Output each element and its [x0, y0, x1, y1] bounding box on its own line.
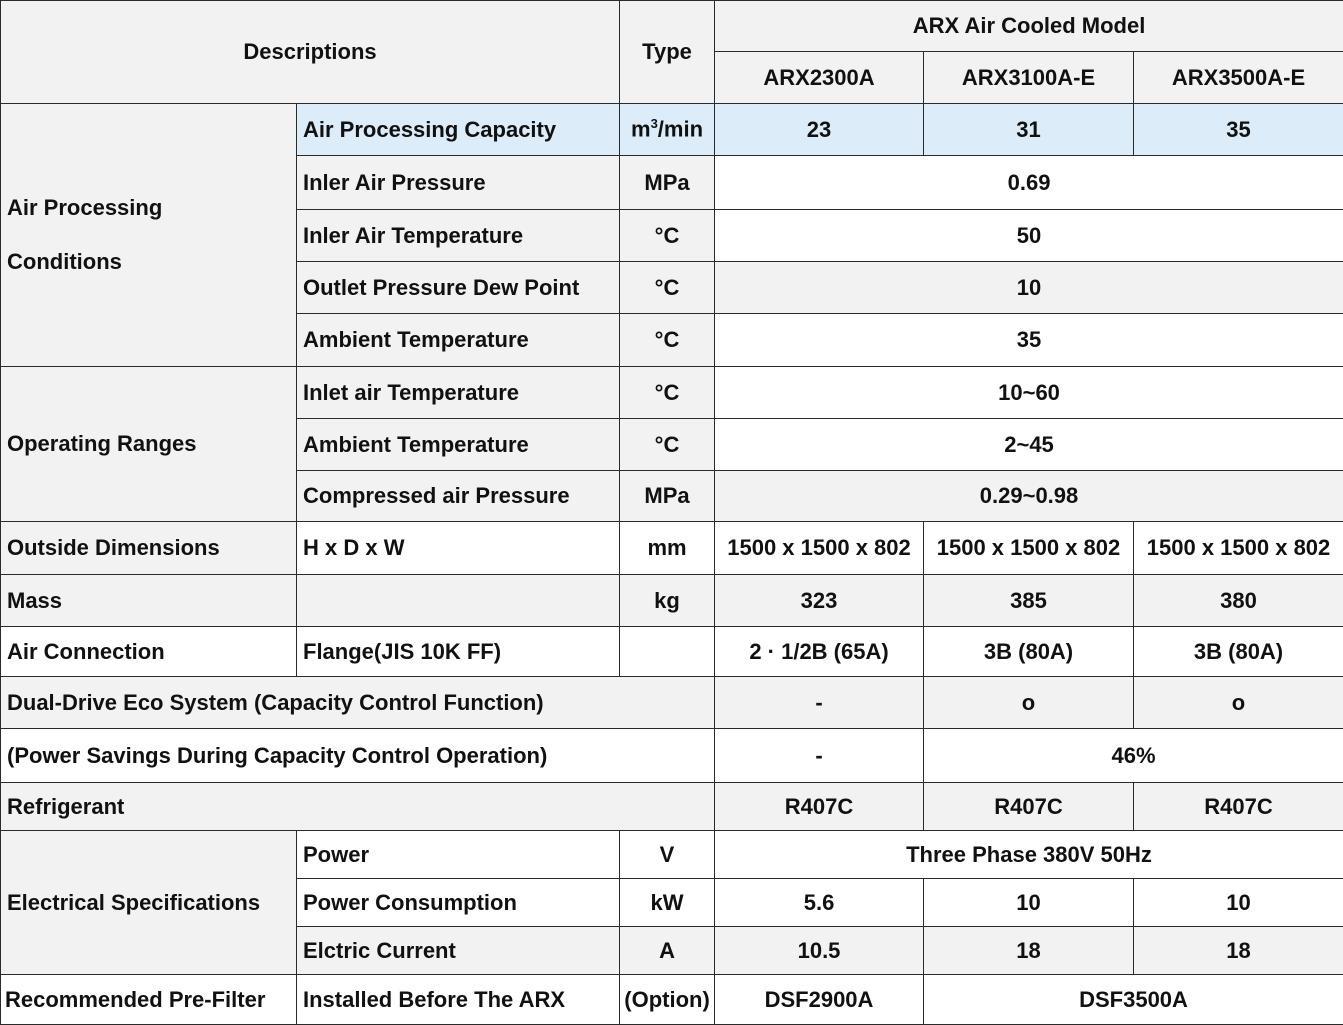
category-electrical-specifications: Electrical Specifications	[1, 831, 297, 975]
unit-pre-filter-option: (Option)	[620, 975, 715, 1025]
category-mass: Mass	[1, 575, 297, 627]
value-connection-arx3500a-e: 3B (80A)	[1134, 627, 1343, 677]
unit-power: V	[620, 831, 715, 879]
label-compressed-air-pressure: Compressed air Pressure	[297, 471, 620, 522]
value-dimensions-arx3100a-e: 1500 x 1500 x 802	[924, 522, 1134, 575]
value-inlet-air-pressure: 0.69	[715, 156, 1343, 210]
label-inlet-air-pressure: Inler Air Pressure	[297, 156, 620, 210]
value-outlet-dew-point: 10	[715, 262, 1343, 314]
value-mass-arx2300a: 323	[715, 575, 924, 627]
label-power-consumption: Power Consumption	[297, 879, 620, 927]
value-dual-drive-arx3100a-e: o	[924, 677, 1134, 729]
label-ambient-temperature-range: Ambient Temperature	[297, 419, 620, 471]
value-dual-drive-arx3500a-e: o	[1134, 677, 1343, 729]
unit-inlet-air-temperature-range: °C	[620, 367, 715, 419]
value-inlet-air-temperature: 50	[715, 210, 1343, 262]
category-line: Air Processing	[7, 195, 163, 220]
value-mass-arx3100a-e: 385	[924, 575, 1134, 627]
unit-inlet-air-pressure: MPa	[620, 156, 715, 210]
unit-inlet-air-temperature: °C	[620, 210, 715, 262]
unit-air-processing-capacity: $m^3/\min$	[620, 104, 715, 156]
value-consumption-arx3100a-e: 10	[924, 879, 1134, 927]
label-mass	[297, 575, 620, 627]
value-power-savings-others: 46%	[924, 729, 1343, 783]
value-pre-filter-arx2300a: DSF2900A	[715, 975, 924, 1025]
value-refrigerant-arx3100a-e: R407C	[924, 783, 1134, 831]
model-header-arx3100a-e: ARX3100A-E	[924, 52, 1134, 104]
value-current-arx3100a-e: 18	[924, 927, 1134, 975]
unit-mass: kg	[620, 575, 715, 627]
value-refrigerant-arx3500a-e: R407C	[1134, 783, 1343, 831]
unit-compressed-air-pressure: MPa	[620, 471, 715, 522]
unit-electric-current: A	[620, 927, 715, 975]
category-operating-ranges: Operating Ranges	[1, 367, 297, 522]
category-air-connection: Air Connection	[1, 627, 297, 677]
unit-air-connection	[620, 627, 715, 677]
value-capacity-arx2300a: 23	[715, 104, 924, 156]
unit-outside-dimensions: mm	[620, 522, 715, 575]
category-line: Conditions	[7, 249, 122, 274]
category-outside-dimensions: Outside Dimensions	[1, 522, 297, 575]
value-refrigerant-arx2300a: R407C	[715, 783, 924, 831]
category-air-processing-conditions	[1, 104, 297, 367]
label-air-processing-capacity: Air Processing Capacity	[297, 104, 620, 156]
model-header-arx3500a-e: ARX3500A-E	[1134, 52, 1343, 104]
value-current-arx3500a-e: 18	[1134, 927, 1343, 975]
label-power: Power	[297, 831, 620, 879]
value-compressed-air-pressure: 0.29~0.98	[715, 471, 1343, 522]
value-current-arx2300a: 10.5	[715, 927, 924, 975]
unit-outlet-dew-point: °C	[620, 262, 715, 314]
model-header-arx2300a: ARX2300A	[715, 52, 924, 104]
value-pre-filter-others: DSF3500A	[924, 975, 1343, 1025]
model-group-header: ARX Air Cooled Model	[715, 1, 1343, 52]
label-pre-filter: Installed Before The ARX	[297, 975, 620, 1025]
value-capacity-arx3500a-e: 35	[1134, 104, 1343, 156]
label-outlet-dew-point: Outlet Pressure Dew Point	[297, 262, 620, 314]
type-header: Type	[620, 1, 715, 104]
value-inlet-air-temperature-range: 10~60	[715, 367, 1343, 419]
value-consumption-arx2300a: 5.6	[715, 879, 924, 927]
category-recommended-pre-filter: Recommended Pre-Filter	[1, 975, 297, 1025]
value-power: Three Phase 380V 50Hz	[715, 831, 1343, 879]
value-capacity-arx3100a-e: 31	[924, 104, 1134, 156]
descriptions-header: Descriptions	[1, 1, 620, 104]
value-ambient-temperature: 35	[715, 314, 1343, 367]
value-connection-arx3100a-e: 3B (80A)	[924, 627, 1134, 677]
label-power-savings: (Power Savings During Capacity Control Operation)	[1, 729, 715, 783]
value-dual-drive-arx2300a: -	[715, 677, 924, 729]
value-ambient-temperature-range: 2~45	[715, 419, 1343, 471]
value-connection-arx2300a: 2 · 1/2B (65A)	[715, 627, 924, 677]
value-dimensions-arx3500a-e: 1500 x 1500 x 802	[1134, 522, 1343, 575]
value-power-savings-arx2300a: -	[715, 729, 924, 783]
label-electric-current: Elctric Current	[297, 927, 620, 975]
value-consumption-arx3500a-e: 10	[1134, 879, 1343, 927]
value-mass-arx3500a-e: 380	[1134, 575, 1343, 627]
label-inlet-air-temperature: Inler Air Temperature	[297, 210, 620, 262]
label-outside-dimensions: H x D x W	[297, 522, 620, 575]
value-dimensions-arx2300a: 1500 x 1500 x 802	[715, 522, 924, 575]
label-inlet-air-temperature-range: Inlet air Temperature	[297, 367, 620, 419]
label-dual-drive-eco-system: Dual-Drive Eco System (Capacity Control Function)	[1, 677, 715, 729]
label-ambient-temperature: Ambient Temperature	[297, 314, 620, 367]
label-air-connection: Flange(JIS 10K FF)	[297, 627, 620, 677]
unit-ambient-temperature-range: °C	[620, 419, 715, 471]
unit-ambient-temperature: °C	[620, 314, 715, 367]
unit-power-consumption: kW	[620, 879, 715, 927]
label-refrigerant: Refrigerant	[1, 783, 715, 831]
